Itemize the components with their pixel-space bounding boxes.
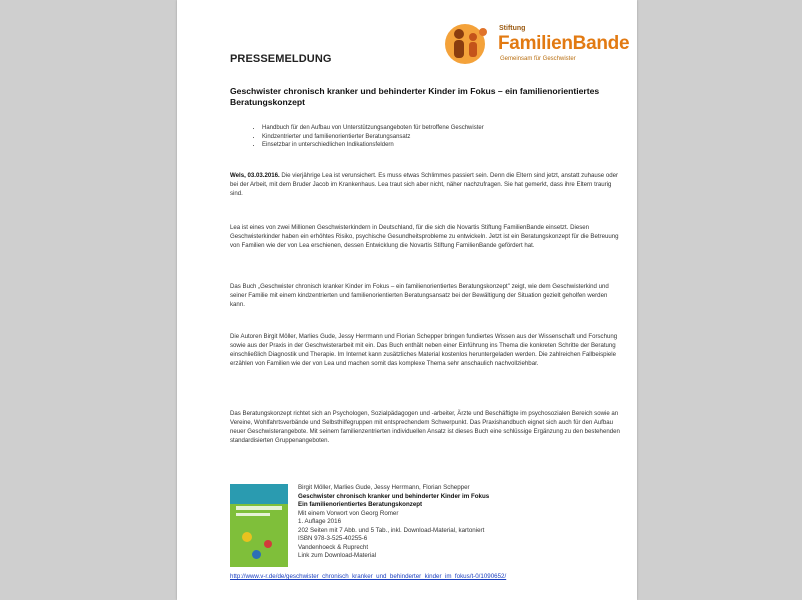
book-title: Geschwister chronisch kranker und behinderter Kinder im Fokus	[298, 492, 490, 500]
paragraph-intro-text: Die vierjährige Lea ist verunsichert. Es muss etwas Schlimmes passiert sein. Denn die Eltern sind jetzt, anstatt zuhause oder bei der Arbeit, mit dem Bruder Jacob im Krankenhaus. Lea traut sich aber nicht, näher nachzufragen. Sie hat gemerkt, dass ihre Eltern traurig sind.	[230, 172, 619, 197]
book-edition: 1. Auflage 2016	[298, 518, 342, 525]
dateline: Wels, 03.03.2016.	[230, 172, 280, 179]
bullet-item: • Kindzentrierter und familienorientierter Beratungsansatz	[262, 133, 622, 142]
paragraph-intro	[230, 172, 620, 199]
book-isbn: ISBN 978-3-525-40255-6	[298, 535, 368, 542]
book-info	[298, 484, 618, 561]
book-authors: Birgit Möller, Marlies Gude, Jessy Herrmann, Florian Schepper	[298, 484, 470, 491]
familienbande-logo	[445, 20, 630, 70]
family-figures-icon	[445, 20, 491, 66]
download-link[interactable]: http://www.v-r.de/de/geschwister_chronisch_kranker_und_behinderter_kinder_im_fokus/t-0/1090652/	[230, 573, 507, 580]
paragraph-2: Lea ist eines von zwei Millionen Geschwisterkindern in Deutschland, für die sich die Novartis Stiftung FamilienBande einsetzt. Diesen Geschwisterkinder haben ein erhöhtes Risiko, psychische Gesundheitsprobleme zu entwickeln. Jetzt ist ein Beratungskonzept für die Betreuung von Familien wie der von Lea erschienen, dessen Entwicklung die Novartis Stiftung FamilienBande gefördert hat.	[230, 224, 619, 249]
book-download-label: Link zum Download-Material	[298, 552, 377, 559]
paragraph-3: Das Buch „Geschwister chronisch kranker Kinder im Fokus – ein familienorientiertes Beratungskonzept" zeigt, wie dem Geschwisterkind und seiner Familie mit einem kindzentrierten und familienorientierten Beratungsansatz bei der Bewältigung der Situation gezielt geholfen werden kann.	[230, 283, 609, 308]
paragraph-4: Die Autoren Birgit Möller, Marlies Gude, Jessy Herrmann und Florian Schepper bringen fundiertes Wissen aus der Wissenschaft und Forschung sowie aus der Praxis in der Geschwisterarbeit mit ein. Das Buch enthält neben einer Einführung ins Thema die konkreten Schritte der Beratung einschließlich Diagnostik und Therapie. Im Internet kann zusätzliches Material kostenlos heruntergeladen werden. Die zahlreichen Fallbeispiele erzählen von Familien wie der von Lea und machen somit das komplexe Thema sehr anschaulich nachvollziehbar.	[230, 333, 618, 367]
paragraph-5: Das Beratungskonzept richtet sich an Psychologen, Sozialpädagogen und -arbeiter, Ärzte und Beschäftigte im psychosozialen Bereich sowie an Vereine, Wohlfahrtsverbände und Selbsthilfegruppen mit entsprechendem Schwerpunkt. Das Praxishandbuch eignet sich auch für den Aufbau neuer Geschwisterangebote. Mit seinem familienzentrierten individuellen Ansatz ist dieses Buch eine schlüssige Ergänzung zu den bestehenden standardisierten Gruppenangeboten.	[230, 410, 620, 444]
bullet-item: • Einsetzbar in unterschiedlichen Indikationsfeldern	[262, 141, 622, 150]
book-subtitle: Ein familienorientiertes Beratungskonzept	[298, 501, 423, 508]
book-foreword: Mit einem Vorwort von Georg Romer	[298, 509, 399, 517]
logo-tagline: Gemeinsam für Geschwister	[500, 56, 576, 62]
bullet-item: • Handbuch für den Aufbau von Unterstützungsangeboten für betroffene Geschwister	[262, 124, 622, 133]
document-heading: PRESSEMELDUNG	[230, 53, 332, 65]
book-publisher: Vandenhoeck & Ruprecht	[298, 543, 369, 551]
press-headline: Geschwister chronisch kranker und behinderter Kinder im Fokus – ein familienorientiertes Beratungskonzept	[230, 86, 600, 107]
book-pages: 202 Seiten mit 7 Abb. und 5 Tab., inkl. Download-Material, kartoniert	[298, 526, 485, 534]
bullet-list	[252, 124, 622, 150]
logo-stiftung-text: Stiftung	[499, 25, 526, 32]
book-cover-image	[230, 484, 288, 567]
logo-name-text: FamilienBande	[498, 33, 630, 54]
